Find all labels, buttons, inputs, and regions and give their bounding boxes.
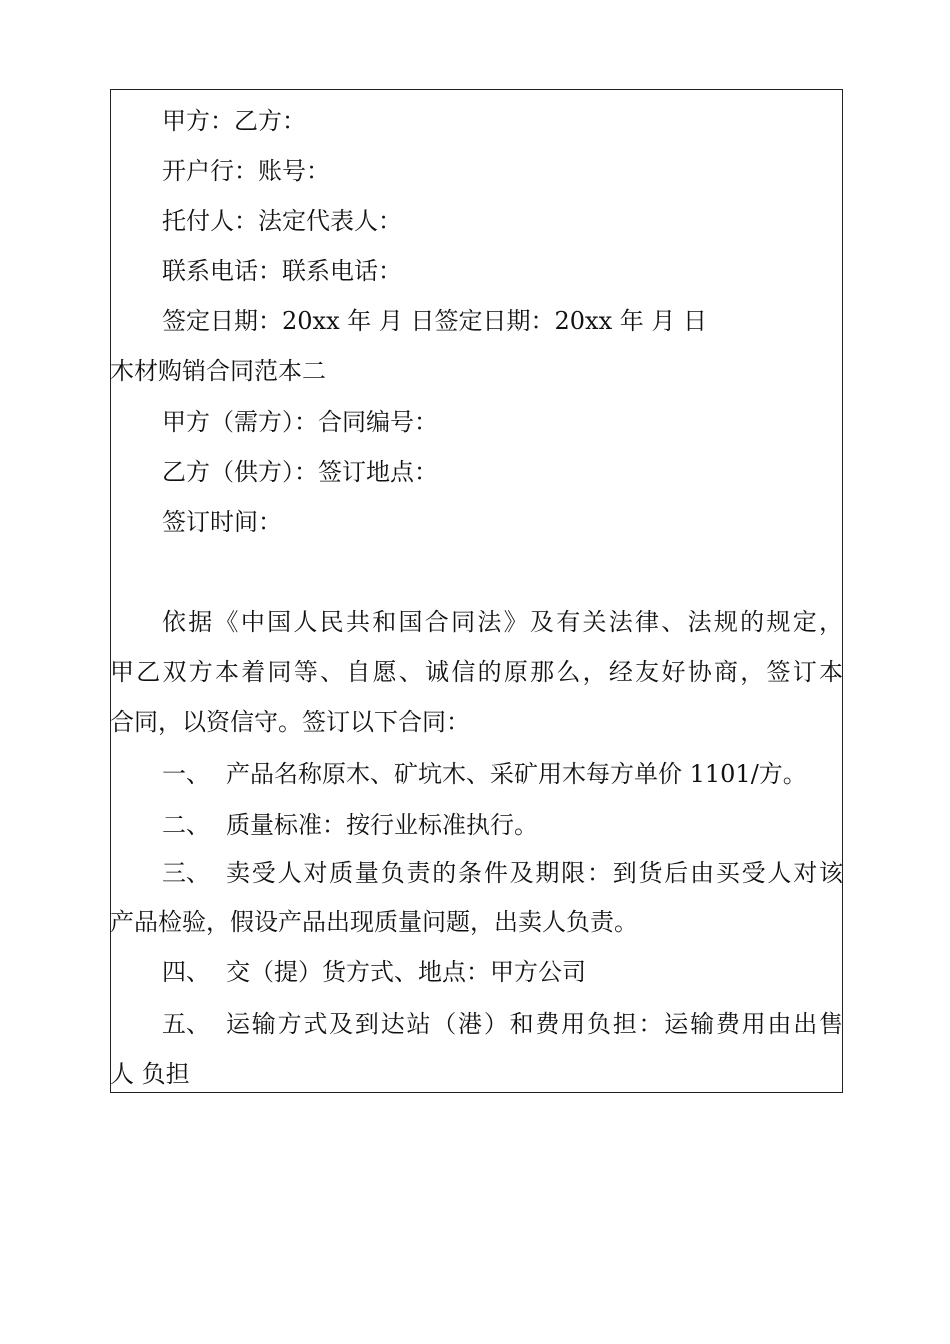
frame-left-tick [110, 540, 111, 585]
clause-text: 卖受人对质量负责的条件及期限：到货后由买受人对该 [226, 859, 843, 887]
clause-text: 运输方式及到达站（港）和费用负担：运输费用由出售 [226, 1010, 843, 1038]
clause-text: 质量标准：按行业标准执行。 [226, 811, 538, 839]
representative-line: 托付人：法定代表人： [162, 207, 402, 235]
party-line: 甲方：乙方： [162, 107, 306, 135]
buyer-line: 甲方（需方）：合同编号： [162, 408, 438, 436]
preamble-line-1: 依据《中国人民共和国合同法》及有关法律、法规的规定， [162, 608, 843, 636]
section-title: 木材购销合同范本二 [110, 357, 326, 385]
bank-line: 开户行：账号： [162, 157, 330, 185]
clause-text: 产品名称原木、矿坑木、采矿用木每方单价 1101/方。 [226, 760, 807, 788]
clause-number: 四、 [162, 958, 210, 986]
clause-3-continuation: 产品检验，假设产品出现质量问题，出卖人负责。 [110, 908, 638, 936]
phone-line: 联系电话：联系电话： [162, 257, 402, 285]
sign-time-line: 签订时间： [162, 508, 282, 536]
clause-5-continuation: 人 负担 [110, 1060, 190, 1088]
clause-number: 二、 [162, 811, 210, 839]
clause-text: 交（提）货方式、地点：甲方公司 [226, 958, 586, 986]
preamble-line-3: 合同，以资信守。签订以下合同： [110, 708, 470, 736]
clause-number: 三、 [162, 859, 210, 887]
clause-number: 一、 [162, 760, 210, 788]
frame-right-tick [842, 540, 843, 585]
seller-line: 乙方（供方）：签订地点： [162, 458, 438, 486]
preamble-line-2: 甲乙双方本着同等、自愿、诚信的原那么，经友好协商，签订本 [110, 658, 843, 686]
clause-number: 五、 [162, 1010, 210, 1038]
content-frame [110, 89, 843, 1093]
sign-date-line: 签定日期：20xx 年 月 日签定日期：20xx 年 月 日 [162, 307, 707, 335]
